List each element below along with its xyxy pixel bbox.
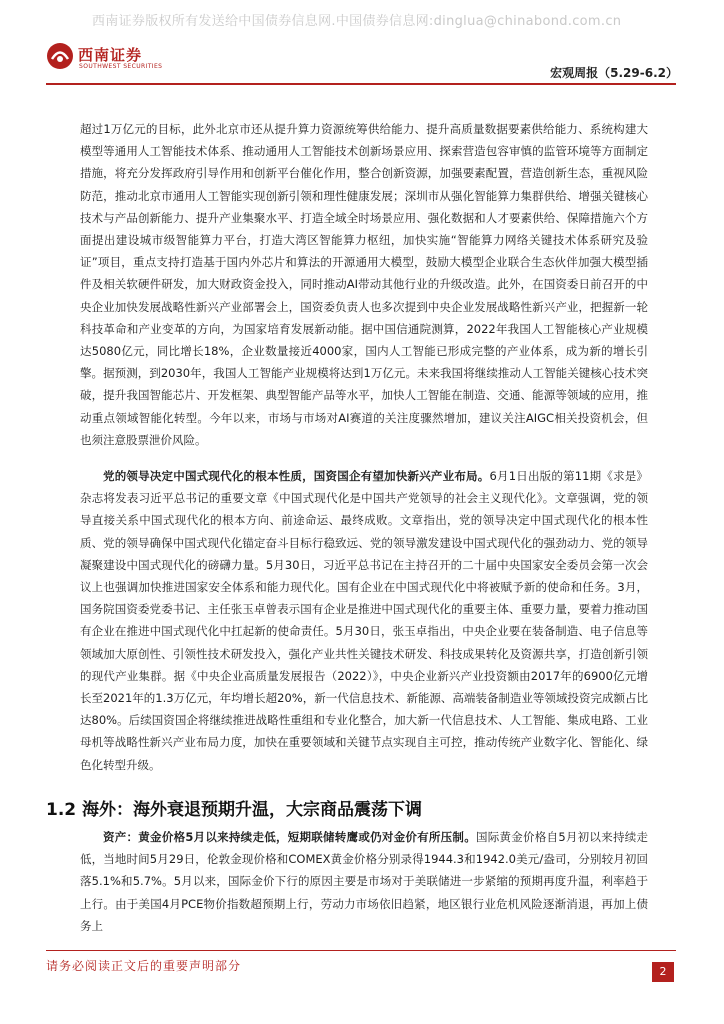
body-text-2: [80, 826, 648, 937]
report-title: 宏观周报（5.29-6.2）: [550, 66, 678, 80]
section-heading: 1.2 海外：海外衰退预期升温，大宗商品震荡下调: [46, 800, 423, 820]
paragraph-3: [80, 826, 648, 937]
header-divider: [46, 83, 676, 85]
paragraph-2: [80, 465, 648, 776]
paragraph-2-body: 6月1日出版的第11期《求是》杂志将发表习近平总书记的重要文章《中国式现代化是中国共产党领导的社会主义现代化》。文章强调，党的领导直接关系中国式现代化的根本方向、前途命运、最终成败。文章指出，党的领导决定中国式现代化的根本性质、党的领导确保中国式现代化锚定奋斗目标行稳致远、党的领导激发建设中国式现代化的强劲动力、党的领导凝聚建设中国式现代化的磅礴力量。5月30日，习近平总书记在主持召开的二十届中央国家安全委员会第一次会议上也强调加快推进国家安全体系和能力现代化。国有企业在中国式现代化中将被赋予新的使命和任务。3月，国务院国资委党委书记、主任张玉卓曾表示国有企业是推进中国式现代化的重要主体、重要力量，要着力推动国有企业在推进中国式现代化中扛起新的使命责任。5月30日，张玉卓指出，中央企业要在装备制造、电子信息等领域加大原创性、引领性技术研发投入，强化产业共性关键技术研发、科技成果转化及资源共享，打造创新引领的现代产业集群。据《中央企业高质量发展报告（2022）》，中央企业新兴产业投资额由2017年的6900亿元增长至2021年的1.3万亿元，年均增长超20%，新一代信息技术、新能源、高端装备制造业等领域投资完成额占比达80%。后续国资国企将继续推进战略性重组和专业化整合，加大新一代信息技术、人工智能、集成电路、工业母机等战略性新兴产业布局力度，加快在重要领域和关键节点实现自主可控，推动传统产业数字化、智能化、绿色化转型升级。: [80, 469, 649, 772]
paragraph-3-body: 国际黄金价格自5月初以来持续走低，当地时间5月29日，伦敦金现价格和COMEX黄金价格分别录得1944.3和1942.0美元/盎司，分别较月初回落5.1%和5.7%。5月以来，国际金价下行的原因主要是市场对于美联储进一步紧缩的预期再度升温，利率趋于上行。由于美国4月PCE物价指数超预期上行，劳动力市场依旧趋紧，地区银行业危机风险逐渐消退，再加上债务上: [80, 830, 648, 933]
paragraph-2-lead: 党的领导决定中国式现代化的根本性质，国资国企有望加快新兴产业布局。: [103, 469, 490, 484]
watermark: 西南证券版权所有发送给中国债券信息网.中国债券信息网:dinglua@chinabond.com.cn: [92, 14, 622, 29]
body-text: [80, 118, 648, 790]
page-number: 2: [652, 962, 674, 982]
footer-notice: 请务必阅读正文后的重要声明部分: [46, 959, 242, 973]
paragraph-3-lead: 资产：黄金价格5月以来持续走低，短期联储转鹰或仍对金价有所压制。: [103, 830, 476, 844]
footer-divider: [46, 950, 676, 951]
logo-emblem-icon: [46, 42, 74, 70]
logo-name: 西南证券: [78, 46, 143, 64]
paragraph-1: 超过1万亿元的目标，此外北京市还从提升算力资源统筹供给能力、提升高质量数据要素供给能力、系统构建大模型等通用人工智能技术体系、推动通用人工智能技术创新场景应用、探索营造包容审慎的监管环境等方面制定措施，将充分发挥政府引导作用和创新平台催化作用，整合创新资源，加强要素配置，营造创新生态，重视风险防范，推动北京市通用人工智能实现创新引领和理性健康发展；深圳市从强化智能算力集群供给、增强关键核心技术与产品创新能力、提升产业集聚水平、打造全域全时场景应用、强化数据和人才要素供给、保障措施六个方面提出建设城市级智能算力平台，打造大湾区智能算力枢纽，加快实施“智能算力网络关键技术体系研究及验证”项目，重点支持打造基于国内外芯片和算法的开源通用大模型，鼓励大模型企业联合生态伙伴加强大模型插件及相关软硬件研发，加大财政资金投入，同时推动AI带动其他行业的升级改造。此外，在国资委日前召开的中央企业加快发展战略性新兴产业部署会上，国资委负责人也多次提到中央企业发展战略性新兴产业，把握新一轮科技革命和产业变革的方向，为国家培育发展新动能。据中国信通院测算，2022年我国人工智能核心产业规模达5080亿元，同比增长18%，企业数量接近4000家，国内人工智能已形成完整的产业体系，成为新的增长引擎。据预测，到2030年，我国人工智能产业规模将达到1万亿元。未来我国将继续推动人工智能关键核心技术突破，提升我国智能芯片、开发框架、典型智能产品等水平，加快人工智能在制造、交通、能源等领域的应用，推动重点领域智能化转型。今年以来，市场与市场对AI赛道的关注度骤然增加，建议关注AIGC相关投资机会，但也须注意股票泄价风险。: [80, 122, 648, 447]
company-logo: [46, 42, 206, 76]
logo-subtitle: SOUTHWEST SECURITIES: [79, 63, 163, 70]
